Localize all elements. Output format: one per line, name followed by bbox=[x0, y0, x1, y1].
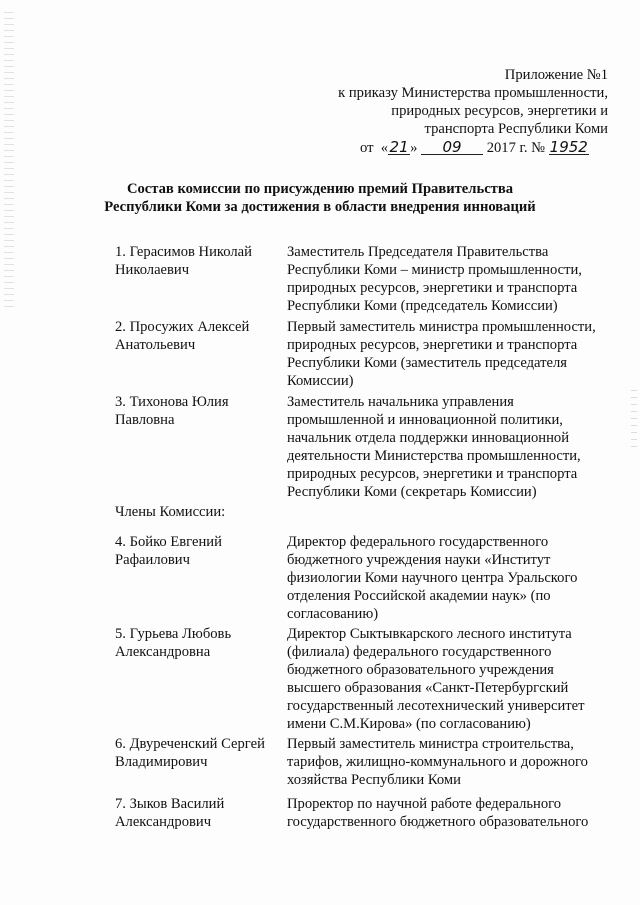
title-line: Состав комиссии по присуждению премий Правительства bbox=[126, 181, 514, 197]
member-name bbox=[115, 318, 287, 393]
position-line: высшего образования «Санкт-Петербургский bbox=[287, 680, 569, 696]
order-prefix: от bbox=[360, 140, 374, 156]
order-day: 21 bbox=[389, 138, 409, 156]
position-line: Первый заместитель министра промышленности, bbox=[287, 319, 596, 335]
position-line: Директор федерального государственного bbox=[287, 534, 549, 550]
member-name-line: Александровна bbox=[115, 644, 211, 660]
member-row bbox=[115, 735, 615, 795]
member-name-line: 1. Герасимов Николай bbox=[115, 244, 252, 260]
member-name-line: 4. Бойко Евгений bbox=[115, 534, 222, 550]
position-line: Республики Коми (секретарь Комиссии) bbox=[287, 484, 537, 500]
member-name-line: Николаевич bbox=[115, 262, 190, 278]
position-line: природных ресурсов, энергетики и транспорта bbox=[287, 466, 578, 482]
commission-list bbox=[115, 243, 615, 835]
order-number: 1952 bbox=[549, 138, 588, 156]
member-name-line: 6. Двуреченский Сергей bbox=[115, 736, 265, 752]
position-line: природных ресурсов, энергетики и транспорта bbox=[287, 337, 578, 353]
position-line: промышленной и инновационной политики, bbox=[287, 412, 563, 428]
position-line: Республики Коми (заместитель председателя bbox=[287, 355, 567, 371]
title-line: Республики Коми за достижения в области внедрения инноваций bbox=[104, 199, 536, 215]
member-position bbox=[287, 243, 615, 318]
position-line: Директор Сыктывкарского лесного института bbox=[287, 626, 572, 642]
member-position bbox=[287, 795, 615, 835]
position-line: согласованию) bbox=[287, 606, 379, 622]
position-line: Республики Коми – министр промышленности, bbox=[287, 262, 582, 278]
position-line: хозяйства Республики Коми bbox=[287, 772, 461, 788]
member-row bbox=[115, 795, 615, 835]
position-line: бюджетного учреждения науки «Институт bbox=[287, 552, 551, 568]
member-name bbox=[115, 795, 287, 835]
member-name bbox=[115, 533, 287, 625]
position-line: Заместитель Председателя Правительства bbox=[287, 244, 549, 260]
position-line: физиологии Коми научного центра Уральского bbox=[287, 570, 578, 586]
position-line: бюджетного образовательного учреждения bbox=[287, 662, 554, 678]
member-position bbox=[287, 318, 615, 393]
member-position bbox=[287, 533, 615, 625]
member-name bbox=[115, 243, 287, 318]
member-position bbox=[287, 393, 615, 503]
appendix-line: Приложение №1 bbox=[504, 67, 608, 83]
position-line: начальник отдела поддержки инновационной bbox=[287, 430, 570, 446]
position-line: имени С.М.Кирова» (по согласованию) bbox=[287, 716, 531, 732]
position-line: государственного бюджетного образовательного bbox=[287, 814, 589, 830]
position-line: Комиссии) bbox=[287, 373, 354, 389]
position-line: государственный лесотехнический университет bbox=[287, 698, 585, 714]
order-date-line: от «21» 09 2017 г. № 1952 bbox=[360, 138, 588, 156]
position-line: Проректор по научной работе федерального bbox=[287, 796, 562, 812]
appendix-header bbox=[308, 66, 608, 138]
position-line: отделения Российской академии наук» (по bbox=[287, 588, 551, 604]
member-name bbox=[115, 735, 287, 795]
position-line: деятельности Министерства промышленности, bbox=[287, 448, 581, 464]
member-row bbox=[115, 318, 615, 393]
member-name bbox=[115, 393, 287, 503]
order-year: 2017 г. № bbox=[486, 140, 546, 156]
member-name-line: 3. Тихонова Юлия bbox=[115, 394, 229, 410]
member-name-line: Рафаилович bbox=[115, 552, 190, 568]
appendix-line: к приказу Министерства промышленности, bbox=[338, 85, 608, 101]
member-row bbox=[115, 393, 615, 503]
member-position bbox=[287, 625, 615, 735]
position-line: Республики Коми (председатель Комиссии) bbox=[287, 298, 558, 314]
appendix-line: природных ресурсов, энергетики и bbox=[391, 103, 608, 119]
member-position bbox=[287, 735, 615, 795]
position-line: природных ресурсов, энергетики и транспорта bbox=[287, 280, 578, 296]
position-line: тарифов, жилищно-коммунального и дорожного bbox=[287, 754, 588, 770]
position-line: Первый заместитель министра строительства, bbox=[287, 736, 574, 752]
member-name-line: 7. Зыков Василий bbox=[115, 796, 225, 812]
document-title bbox=[0, 180, 640, 216]
position-line: (филиала) федерального государственного bbox=[287, 644, 552, 660]
member-name-line: Александрович bbox=[115, 814, 212, 830]
scan-artifact-right bbox=[631, 390, 637, 450]
position-line: Заместитель начальника управления bbox=[287, 394, 514, 410]
member-name-line: Анатольевич bbox=[115, 337, 196, 353]
member-name-line: 2. Просужих Алексей bbox=[115, 319, 250, 335]
order-month: 09 bbox=[421, 138, 483, 155]
section-label: Члены Комиссии: bbox=[115, 504, 226, 520]
member-name-line: 5. Гурьева Любовь bbox=[115, 626, 232, 642]
member-name-line: Павловна bbox=[115, 412, 175, 428]
member-name bbox=[115, 625, 287, 735]
member-row bbox=[115, 625, 615, 735]
appendix-line: транспорта Республики Коми bbox=[424, 121, 608, 137]
member-row bbox=[115, 243, 615, 318]
member-row bbox=[115, 533, 615, 625]
scan-artifact-left bbox=[4, 12, 14, 312]
member-name-line: Владимирович bbox=[115, 754, 208, 770]
